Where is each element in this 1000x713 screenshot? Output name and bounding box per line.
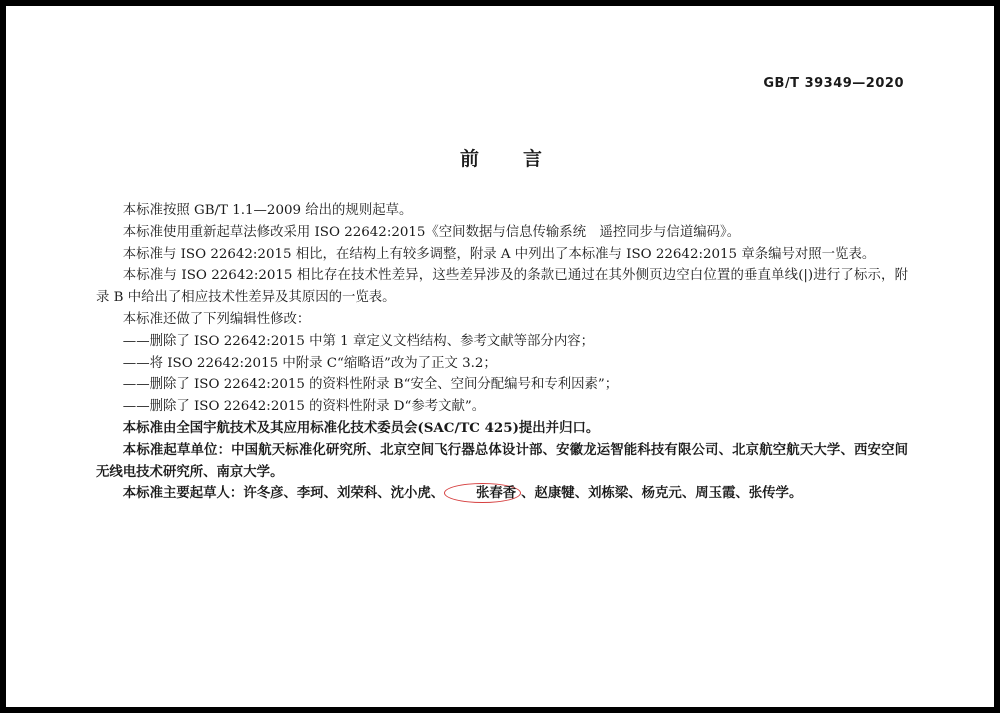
document-page	[60, 18, 942, 690]
foreword-body	[96, 200, 908, 505]
standard-code: GB/T 39349—2020	[763, 76, 904, 91]
drafters-before: 许冬彦、李珂、刘荣科、沈小虎、	[243, 485, 445, 502]
paragraph-technical-differences: 本标准与 ISO 22642:2015 相比存在技术性差异，这些差异涉及的条款已通过在其外侧页边空白位置的垂直单线(|)进行了标示，附录 B 中给出了相应技术性差异及其原因的一览表。	[96, 268, 908, 306]
drafting-units-list: 中国航天标准化研究所、北京空间飞行器总体设计部、安徽龙运智能科技有限公司、北京航空航天大学、西安空间无线电技术研究所、南京大学。	[96, 441, 908, 480]
paragraph-proposer: 本标准由全国宇航技术及其应用标准化技术委员会(SAC/TC 425)提出并归口。	[122, 419, 600, 436]
page-title: 前言	[459, 148, 586, 170]
paragraph-drafters	[96, 483, 908, 505]
list-item: ——删除了 ISO 22642:2015 中第 1 章定义文档结构、参考文献等部分内容；	[122, 333, 594, 349]
drafting-units-label: 本标准起草单位：	[122, 441, 232, 458]
paragraph-adoption-method: 本标准使用重新起草法修改采用 ISO 22642:2015《空间数据与信息传输系统 遥控同步与信道编码》。	[122, 224, 741, 240]
drafters-after: 、赵康犍、刘栋梁、杨克元、周玉霞、张传学。	[521, 485, 803, 502]
list-item: ——删除了 ISO 22642:2015 的资料性附录 D“参考文献”。	[122, 399, 486, 415]
paragraph-editorial-changes: 本标准还做了下列编辑性修改：	[122, 311, 311, 327]
drafters-label: 本标准主要起草人：	[122, 485, 244, 502]
circled-drafter-name: 张春香	[444, 483, 521, 503]
list-item: ——将 ISO 22642:2015 中附录 C“缩略语”改为了正文 3.2；	[122, 355, 497, 371]
paragraph-drafting-rules: 本标准按照 GB/T 1.1—2009 给出的规则起草。	[122, 203, 413, 218]
list-item: ——删除了 ISO 22642:2015 的资料性附录 B“安全、空间分配编号和专利因素”；	[122, 377, 619, 393]
paragraph-structure-changes: 本标准与 ISO 22642:2015 相比，在结构上有较多调整，附录 A 中列出了本标准与 ISO 22642:2015 章条编号对照一览表。	[122, 246, 876, 262]
paragraph-drafting-units	[96, 440, 908, 484]
